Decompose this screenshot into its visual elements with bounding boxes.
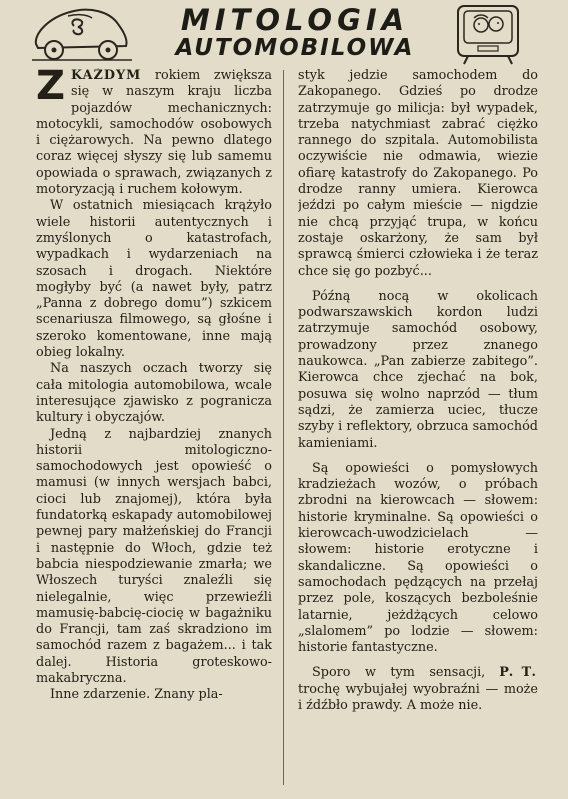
paragraph [36, 68, 272, 198]
car-cartoon-icon [30, 4, 134, 64]
title-line-1: MITOLOGIA [180, 3, 410, 37]
right-column [298, 68, 538, 793]
article-header [0, 0, 568, 68]
paragraph: W ostatnich miesiącach krążyło wiele historii autentycznych i zmyślonych o katastrofach, wypadkach i wydarzeniach na szosach i drogach. Niektóre mogłyby być (a nawet były, patrz „Panna z dobrego domu”) szkicem scenariusza filmowego, są głośne i szeroko komentowane, inne mają obieg lokalny. [36, 198, 272, 361]
paragraph-text: Sporo w tym sensacji, trochę wybujałej wyobraźni — może i źdźbło prawdy. A może nie. [298, 665, 538, 713]
title-line-2: AUTOMOBILOWA [175, 35, 415, 61]
paragraph: Są opowieści o pomysłowych kradzieżach wozów, o próbach zbrodni na kierowcach — słowem: historie kryminalne. Są opowieści o kierowcach-uwodzicielach — słowem: historie erotyczne i skandaliczne. Są opowieści o samochodach pędzących na przełaj przez pole, koszących bezboleśnie latarnie, jeżdżących celowo „slalomem” po lodzie — słowem: historie fantastyczne. [298, 460, 538, 656]
paragraph: Późną nocą w okolicach podwarszawskich kordon ludzi zatrzymuje samochód osobowy, prowadzony przez znanego naukowca. „Pan zabierze zabitego”. Kierowca chce zjechać na bok, posuwa się wolno naprzód — tłum sądzi, że zamierza uciec, tłucze szyby i reflektory, obrzuca samochód kamieniami. [298, 288, 538, 451]
television-cartoon-icon [450, 2, 524, 66]
paragraph: Inne zdarzenie. Znany pla- [50, 687, 223, 703]
paragraph-text: rokiem zwiększa się w naszym kraju liczba pojazdów mechanicznych: motocykli, samochodów osobowych i ciężarowych. Na pewno dlatego coraz więcej słyszy się lub samemu opowiada o sprawach, związanych z motoryzacją i ruchem kołowym. [36, 68, 272, 198]
paragraph: Na naszych oczach tworzy się cała mitologia automobilowa, wcale interesujące zjawisko z pogranicza kultury i obyczajów. [36, 361, 272, 426]
paragraph: Jedną z najbardziej znanych historii mitologiczno-samochodowych jest opowieść o mamusi (w innych wersjach babci, cioci lub znajomej), która była fundatorką eskapady automobilowej pewnej pary małżeńskiej do Francji i następnie do Włoch, gdzie też babcia niespodziewanie zmarła; we Włoszech turyści znaleźli się nielegalnie, więc przewieźli mamusię-babcię-ciocię w bagażniku do Francji, tam zaś skradziono im samochód razem z bagażem... i tak dalej. Historia groteskowo-makabryczna. [36, 426, 272, 686]
article-title [150, 3, 440, 61]
left-column [36, 68, 272, 793]
drop-cap: Z [36, 68, 66, 109]
paragraph [298, 665, 538, 714]
paragraph: styk jedzie samochodem do Zakopanego. Gdzieś po drodze zatrzymuje go milicja: był wypadek, trzeba natychmiast zabrać ciężko rannego do szpitala. Automobilista oczywiście nie odmawia, wiezie ofiarę katastrofy do Zakopanego. Po drodze ranny umiera. Kierowca jeździ po całym mieście — nigdzie nie chcą przyjąć trupa, w końcu zostaje oskarżony, że sam był sprawcą śmierci człowieka i że teraz chce się go pozbyć... [298, 68, 538, 279]
author-signature: P. T. [499, 665, 538, 681]
article-body [0, 68, 568, 799]
column-divider [283, 70, 284, 785]
lead-word: KAŻDYM [71, 68, 142, 83]
